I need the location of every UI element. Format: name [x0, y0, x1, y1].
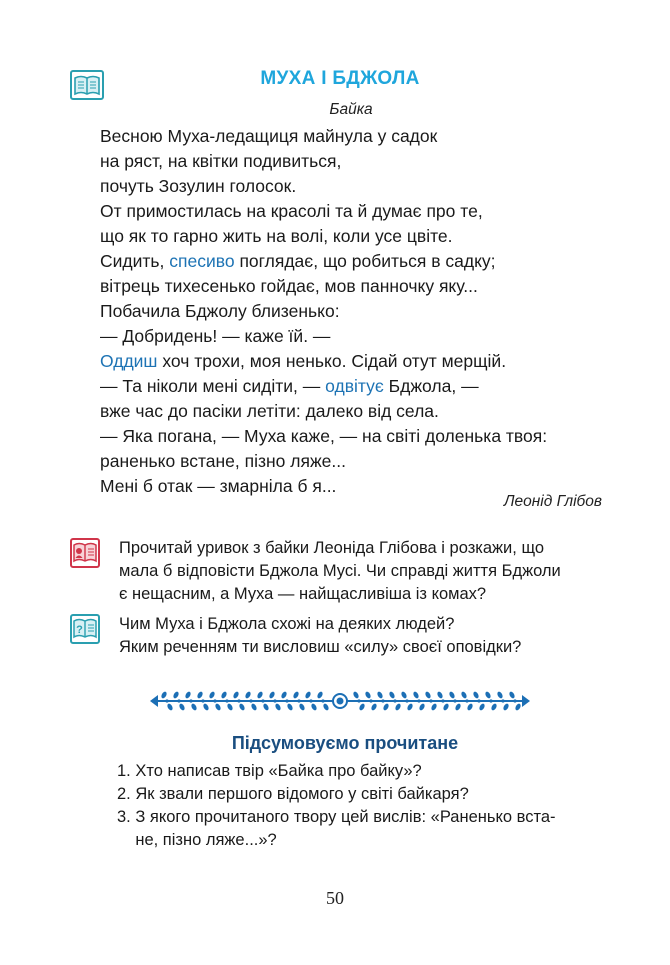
poem-line [100, 174, 547, 199]
poem-line [100, 249, 547, 274]
summary-title: Підсумовуємо прочитане [231, 733, 459, 753]
poem-line [100, 324, 547, 349]
poem-line [100, 224, 547, 249]
poem-text-segment: Мені б отак — змарніла б я... [100, 476, 337, 496]
poem-text-segment: От примостилась на красолі та й думає про те, [100, 201, 483, 221]
question-item: 3. З якого прочитаного твору цей вислів: «Раненько вста- [117, 808, 556, 826]
poem-text-segment: почуть Зозулин голосок. [100, 176, 297, 196]
poem-text-segment: Бджола, — [383, 376, 479, 396]
poem-line [100, 149, 547, 174]
highlighted-word: Оддиш [100, 351, 158, 371]
highlighted-word: спесиво [169, 251, 235, 271]
read-retell-icon [70, 538, 100, 568]
task-line: є нещасним, а Муха — найщасливіша із комах? [119, 585, 487, 603]
poem-text-segment: — Яка погана, — Муха каже, — на світі доленька твоя: [100, 426, 548, 446]
poem-author: Леонід Глібов [503, 493, 602, 510]
poem-text-segment: на ряст, на квітки подивиться, [100, 151, 342, 171]
ornament-divider [150, 688, 530, 714]
page-number: 50 [326, 888, 344, 908]
highlighted-word: одвітує [325, 376, 384, 396]
question-item: 2. Як звали першого відомого у світі байкаря? [117, 785, 469, 803]
poem-text [100, 124, 547, 499]
task-line: Прочитай уривок з байки Леоніда Глібова і розкажи, що [119, 539, 545, 557]
poem-line [100, 199, 547, 224]
question-item: не, пізно ляже...»? [117, 831, 277, 849]
poem-line [100, 274, 547, 299]
poem-text-segment: поглядає, що робиться в садку; [234, 251, 496, 271]
poem-line [100, 449, 547, 474]
poem-line [100, 299, 547, 324]
poem-text-segment: що як то гарно жить на волі, коли усе цвіте. [100, 226, 453, 246]
poem-line [100, 124, 547, 149]
poem-line [100, 474, 547, 499]
question-book-icon [70, 614, 100, 644]
poem-text-segment: Весною Муха-ледащиця майнула у садок [100, 126, 438, 146]
poem-text-segment: вітрець тихесенько гойдає, мов панночку яку... [100, 276, 478, 296]
poem-line [100, 349, 547, 374]
poem-title: МУХА І БДЖОЛА [260, 68, 420, 89]
task-1 [119, 537, 561, 606]
poem-text-segment: раненько встане, пізно ляже... [100, 451, 346, 471]
poem-genre: Байка [329, 101, 373, 118]
poem-line [100, 424, 547, 449]
summary-questions [117, 760, 556, 852]
poem-text-segment: вже час до пасіки летіти: далеко від села. [100, 401, 439, 421]
poem-line [100, 399, 547, 424]
task-line: Чим Муха і Бджола схожі на деяких людей? [119, 615, 455, 633]
poem-text-segment: — Добридень! — каже їй. — [100, 326, 331, 346]
poem-text-segment: Побачила Бджолу близенько: [100, 301, 340, 321]
task-line: Яким реченням ти висловиш «силу» своєї оповідки? [119, 638, 522, 656]
task-line: мала б відповісти Бджола Мусі. Чи справді життя Бджоли [119, 562, 561, 580]
task-2 [119, 613, 521, 659]
poem-text-segment: хоч трохи, моя ненько. Сідай отут мерщій. [157, 351, 507, 371]
poem-text-segment: Сидить, [100, 251, 170, 271]
question-item: 1. Хто написав твір «Байка про байку»? [117, 762, 422, 780]
poem-text-segment: — Та ніколи мені сидіти, — [100, 376, 326, 396]
svg-text:?: ? [76, 624, 83, 636]
poem-line [100, 374, 547, 399]
